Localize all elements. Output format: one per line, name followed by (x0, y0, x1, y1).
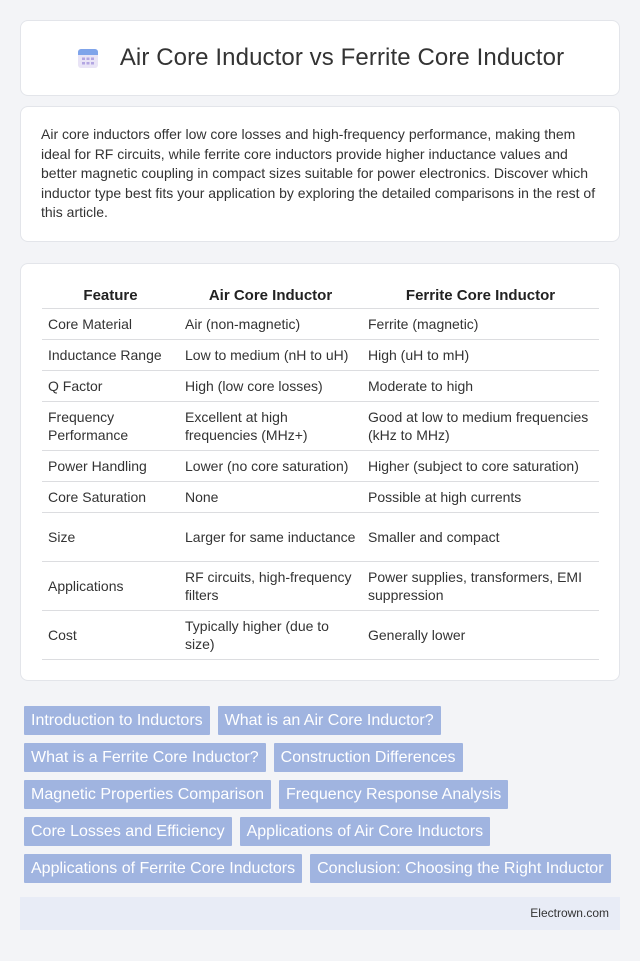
tag-applications-of-air-core-inductors[interactable]: Applications of Air Core Inductors (240, 817, 491, 846)
column-header-feature: Feature (42, 284, 179, 308)
table-cell: Frequency Performance (42, 401, 179, 450)
table-row (42, 339, 599, 370)
tag-conclusion[interactable]: Conclusion: Choosing the Right Inductor (310, 854, 610, 883)
table-cell: Air (non-magnetic) (179, 308, 362, 339)
table-cell: Core Saturation (42, 481, 179, 512)
table-cell: Generally lower (362, 610, 599, 659)
table-cell: RF circuits, high-frequency filters (179, 561, 362, 610)
table-cell: Q Factor (42, 370, 179, 401)
calendar-icon (76, 46, 100, 70)
footer-site-name: Electrown.com (530, 906, 609, 920)
table-cell: None (179, 481, 362, 512)
table-cell: Power supplies, transformers, EMI suppression (362, 561, 599, 610)
intro-text: Air core inductors offer low core losses and high-frequency performance, making them ideal for RF circuits, while ferrite core inductors provide higher inductance values and better magnetic coupling in compact sizes suitable for power electronics. Discover which inductor type best fits your application by exploring the detailed comparisons in the rest of this article. (41, 126, 596, 221)
table-row (42, 450, 599, 481)
table-cell: Power Handling (42, 450, 179, 481)
table-cell: Size (42, 512, 179, 561)
intro-card (20, 106, 620, 242)
table-cell: Inductance Range (42, 339, 179, 370)
table-cell: Possible at high currents (362, 481, 599, 512)
tag-frequency-response-analysis[interactable]: Frequency Response Analysis (279, 780, 508, 809)
table-cell: Typically higher (due to size) (179, 610, 362, 659)
table-row (42, 481, 599, 512)
page-title: Air Core Inductor vs Ferrite Core Inductor (119, 44, 565, 71)
tag-introduction-to-inductors[interactable]: Introduction to Inductors (24, 706, 210, 735)
table-row (42, 401, 599, 450)
column-header-ferrite-core: Ferrite Core Inductor (362, 284, 599, 308)
table-cell: Smaller and compact (362, 512, 599, 561)
table-cell: Moderate to high (362, 370, 599, 401)
table-row (42, 512, 599, 561)
table-row (42, 610, 599, 659)
tag-construction-differences[interactable]: Construction Differences (274, 743, 463, 772)
table-cell: Larger for same inductance (179, 512, 362, 561)
footer (20, 897, 620, 930)
table-row (42, 370, 599, 401)
tag-row (24, 854, 620, 883)
table-cell: Low to medium (nH to uH) (179, 339, 362, 370)
tag-row (24, 743, 620, 772)
table-cell: Cost (42, 610, 179, 659)
tag-what-is-air-core-inductor[interactable]: What is an Air Core Inductor? (218, 706, 441, 735)
column-header-air-core: Air Core Inductor (179, 284, 362, 308)
header-card (20, 20, 620, 96)
table-cell: Lower (no core saturation) (179, 450, 362, 481)
comparison-table-card (20, 263, 620, 681)
table-cell: Applications (42, 561, 179, 610)
table-header-row (42, 284, 599, 308)
table-cell: Good at low to medium frequencies (kHz to MHz) (362, 401, 599, 450)
comparison-table (42, 284, 599, 660)
tag-what-is-ferrite-core-inductor[interactable]: What is a Ferrite Core Inductor? (24, 743, 266, 772)
table-cell: Higher (subject to core saturation) (362, 450, 599, 481)
table-row (42, 308, 599, 339)
tag-row (24, 780, 620, 809)
table-row (42, 561, 599, 610)
table-cell: Excellent at high frequencies (MHz+) (179, 401, 362, 450)
tag-row (24, 706, 620, 735)
tag-row (24, 817, 620, 846)
tag-applications-of-ferrite-core-inductors[interactable]: Applications of Ferrite Core Inductors (24, 854, 302, 883)
topic-tags (24, 706, 620, 891)
tag-magnetic-properties-comparison[interactable]: Magnetic Properties Comparison (24, 780, 271, 809)
title-wrap (76, 44, 564, 72)
table-cell: Core Material (42, 308, 179, 339)
table-cell: High (low core losses) (179, 370, 362, 401)
table-cell: Ferrite (magnetic) (362, 308, 599, 339)
table-cell: High (uH to mH) (362, 339, 599, 370)
tag-core-losses-and-efficiency[interactable]: Core Losses and Efficiency (24, 817, 232, 846)
